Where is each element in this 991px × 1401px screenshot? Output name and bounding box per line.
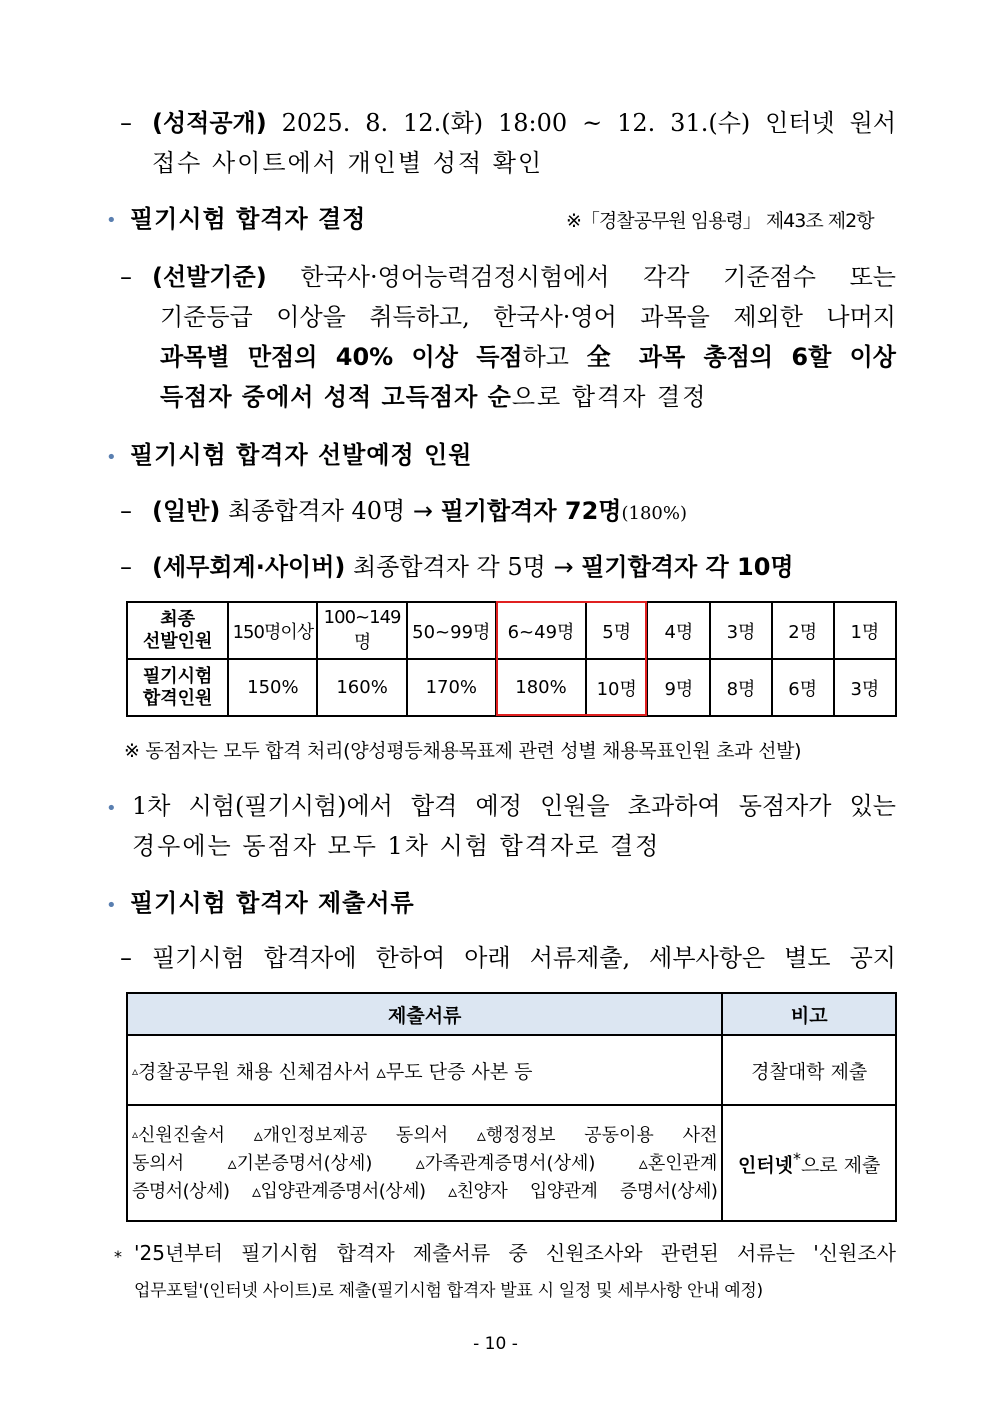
criteria-bold-40: 과목별 만점의 40% 이상 득점 bbox=[160, 343, 523, 371]
section-title-decision: 필기시험 합격자 결정 bbox=[130, 205, 367, 233]
footnote-line2: 업무포털'(인터넷 사이트)로 제출(필기시험 합격자 발표 시 일정 및 세부사항 안내 예정) bbox=[134, 1281, 763, 1301]
table-cell: 6명 bbox=[772, 659, 834, 716]
criteria-bold-order: 득점자 중에서 성적 고득점자 순 bbox=[160, 383, 512, 411]
criteria-label: (선발기준) bbox=[152, 263, 267, 291]
docs-row2-line: 동의서 ▵기본증명서(상세) ▵가족관계증명서(상세) ▵혼인관계 bbox=[132, 1153, 718, 1174]
bullet-dot: • bbox=[106, 895, 117, 916]
table-cell: 6~49명 bbox=[496, 602, 586, 659]
general-pct: (180%) bbox=[621, 503, 687, 524]
note-cell bbox=[722, 1105, 896, 1221]
criteria-line4 bbox=[160, 382, 707, 412]
table-cell: 100~149명 bbox=[317, 602, 406, 659]
footnote-star: * bbox=[114, 1247, 122, 1266]
tax-line bbox=[152, 552, 794, 582]
score-release-line1 bbox=[152, 108, 896, 138]
table-cell: 1명 bbox=[834, 602, 896, 659]
table-row bbox=[127, 659, 896, 716]
criteria-line3 bbox=[160, 342, 896, 372]
general-label: (일반) bbox=[152, 497, 221, 525]
dash-marker: – bbox=[120, 497, 132, 525]
table-cell: 5명 bbox=[586, 602, 647, 659]
criteria-line2: 기준등급 이상을 취득하고, 한국사·영어 과목을 제외한 나머지 bbox=[160, 303, 896, 331]
general-bold: 필기합격자 72명 bbox=[440, 497, 622, 525]
table-cell: 170% bbox=[407, 659, 496, 716]
page-number: - 10 - bbox=[473, 1334, 518, 1354]
score-release-label: (성적공개) bbox=[152, 109, 267, 137]
criteria-text1: 한국사·영어능력검정시험에서 각각 기준점수 또는 bbox=[300, 263, 896, 291]
bullet-dot: • bbox=[106, 210, 117, 231]
row-header-final bbox=[127, 602, 228, 659]
law-reference: ※「경찰공무원 임용령」 제43조 제2항 bbox=[566, 210, 874, 232]
score-release-line2: 접수 사이트에서 개인별 성적 확인 bbox=[152, 149, 544, 177]
table-cell: 180% bbox=[496, 659, 586, 716]
table-cell: 3명 bbox=[710, 602, 771, 659]
table-cell: 2명 bbox=[772, 602, 834, 659]
footnote-line1: '25년부터 필기시험 합격자 제출서류 중 신원조사와 관련된 서류는 '신원조사 bbox=[134, 1241, 896, 1265]
row-header-line: 합격인원 bbox=[142, 687, 213, 709]
table-header-row bbox=[127, 993, 896, 1035]
note-internet: 인터넷 bbox=[737, 1154, 794, 1177]
table-cell: 9명 bbox=[647, 659, 710, 716]
score-release-text1: 2025. 8. 12.(화) 18:00 ~ 12. 31.(수) 인터넷 원서 bbox=[281, 109, 897, 137]
criteria-bold-60: 全 과목 총점의 6할 이상 bbox=[586, 343, 896, 371]
docs-cell bbox=[127, 1105, 722, 1221]
table-cell: 160% bbox=[317, 659, 406, 716]
docs-intro: 필기시험 합격자에 한하여 아래 서류제출, 세부사항은 별도 공지 bbox=[152, 944, 896, 972]
general-text: 최종합격자 40명 bbox=[227, 497, 406, 525]
section-title-docs: 필기시험 합격자 제출서류 bbox=[130, 889, 415, 917]
note-cell: 경찰대학 제출 bbox=[722, 1035, 896, 1105]
criteria-line1 bbox=[152, 262, 896, 292]
triangle-icon: ▵ bbox=[132, 1127, 139, 1141]
docs-cell bbox=[127, 1035, 722, 1105]
table-row bbox=[127, 1105, 896, 1221]
note-star: * bbox=[793, 1148, 801, 1168]
section-title-planned: 필기시험 합격자 선발예정 인원 bbox=[130, 441, 473, 469]
table-cell: 10명 bbox=[586, 659, 647, 716]
criteria-rest: 으로 합격자 결정 bbox=[511, 383, 708, 411]
docs-row2-text: 신원진술서 ▵개인정보제공 동의서 ▵행정정보 공동이용 사전 bbox=[138, 1125, 718, 1146]
docs-row2-line bbox=[132, 1120, 717, 1150]
arrow-icon: → bbox=[412, 497, 433, 525]
dash-marker: – bbox=[120, 109, 132, 137]
header-note: 비고 bbox=[722, 993, 896, 1035]
arrow-icon: → bbox=[553, 553, 574, 581]
bullet-dot: • bbox=[106, 447, 117, 468]
docs-row1-items: 경찰공무원 채용 신체검사서 ▵무도 단증 사본 등 bbox=[138, 1060, 533, 1083]
triangle-icon: ▵ bbox=[132, 1063, 139, 1078]
row-header-line: 필기시험 bbox=[142, 665, 213, 687]
general-line bbox=[152, 496, 687, 529]
dash-marker: – bbox=[120, 944, 132, 972]
bullet-dot: • bbox=[106, 798, 117, 819]
table-cell: 4명 bbox=[647, 602, 710, 659]
table-cell: 150명이상 bbox=[228, 602, 317, 659]
table-cell: 150% bbox=[228, 659, 317, 716]
tie-para-line2: 경우에는 동점자 모두 1차 시험 합격자로 결정 bbox=[132, 832, 661, 860]
table-cell: 3명 bbox=[834, 659, 896, 716]
row-header-written bbox=[127, 659, 228, 716]
tax-label: (세무회계·사이버) bbox=[152, 553, 346, 581]
table-cell: 50~99명 bbox=[407, 602, 496, 659]
header-docs: 제출서류 bbox=[127, 993, 722, 1035]
tax-text: 최종합격자 각 5명 bbox=[352, 553, 546, 581]
row-header-line: 선발인원 bbox=[142, 630, 213, 652]
table-row bbox=[127, 602, 896, 659]
ratio-table bbox=[126, 601, 897, 717]
docs-row2-line: 증명서(상세) ▵입양관계증명서(상세) ▵친양자 입양관계 증명서(상세) bbox=[132, 1181, 718, 1202]
docs-table bbox=[126, 992, 897, 1222]
criteria-mid: 하고 bbox=[522, 343, 569, 371]
table-cell: 8명 bbox=[710, 659, 771, 716]
tie-para-line1: 1차 시험(필기시험)에서 합격 예정 인원을 초과하여 동점자가 있는 bbox=[132, 792, 896, 820]
table-row bbox=[127, 1035, 896, 1105]
dash-marker: – bbox=[120, 263, 132, 291]
tax-bold: 필기합격자 각 10명 bbox=[581, 553, 794, 581]
tie-note: ※ 동점자는 모두 합격 처리(양성평등채용목표제 관련 성별 채용목표인원 초과 선발) bbox=[124, 740, 802, 762]
dash-marker: – bbox=[120, 553, 132, 581]
note-rest: 으로 제출 bbox=[800, 1154, 881, 1177]
row-header-line: 최종 bbox=[160, 608, 196, 630]
